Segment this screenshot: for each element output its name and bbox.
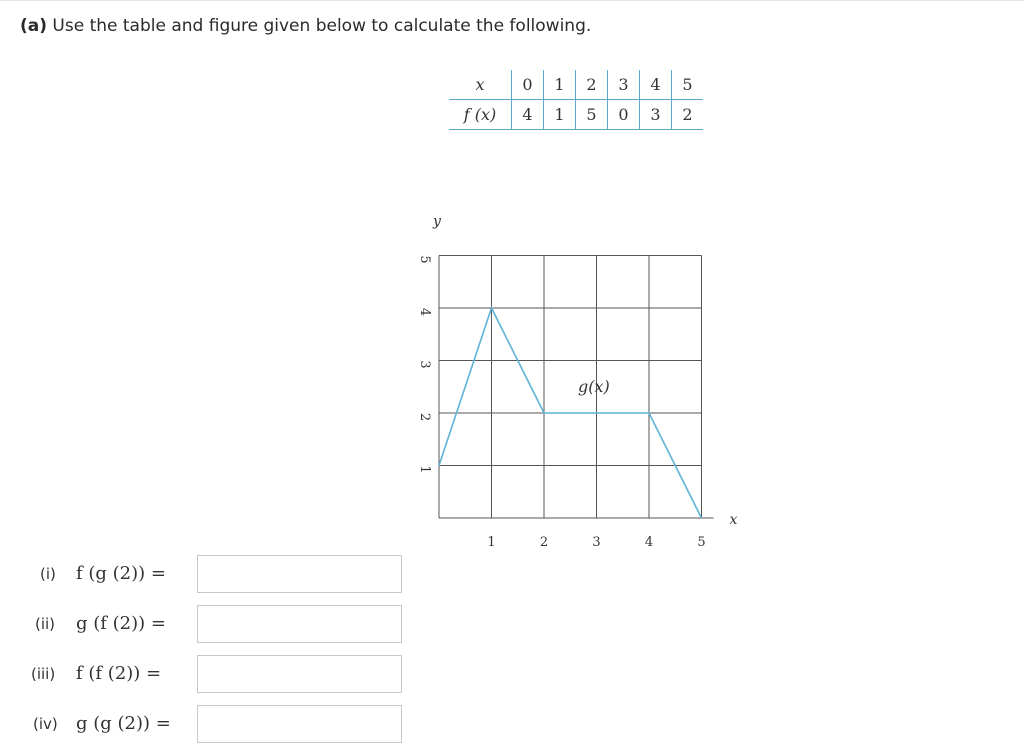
question-row	[0, 555, 420, 595]
question-row	[0, 605, 420, 645]
f-cell: 4	[512, 100, 544, 130]
g-function-graph	[395, 205, 755, 555]
top-divider	[0, 0, 1024, 1]
f-cell: 0	[608, 100, 640, 130]
problem-label: (a)	[20, 16, 48, 36]
x-cell: 4	[640, 70, 672, 100]
function-value-table	[449, 70, 703, 130]
question-label: (iv)	[33, 715, 58, 733]
axis-labels	[417, 214, 738, 551]
row-label-x: x	[449, 70, 512, 100]
question-expression: g (f (2)) =	[76, 613, 166, 634]
table-row-x	[449, 70, 703, 100]
x-cell: 0	[512, 70, 544, 100]
y-tick-label: 4	[417, 307, 432, 317]
y-tick-label: 1	[417, 465, 432, 474]
x-axis-label: x	[729, 512, 738, 528]
problem-instruction	[20, 16, 591, 36]
question-row	[0, 655, 420, 695]
question-expression: f (f (2)) =	[76, 663, 162, 684]
f-cell: 5	[576, 100, 608, 130]
y-tick-label: 5	[417, 255, 432, 264]
x-cell: 5	[672, 70, 704, 100]
grid	[439, 256, 714, 519]
question-row	[0, 705, 420, 745]
y-tick-label: 2	[417, 412, 432, 422]
f-cell: 3	[640, 100, 672, 130]
f-cell: 2	[672, 100, 704, 130]
question-label: (i)	[40, 565, 56, 583]
row-label-f: f (x)	[449, 100, 512, 130]
table-row-f	[449, 100, 703, 130]
answer-input-iv[interactable]	[197, 705, 402, 743]
question-expression: g (g (2)) =	[76, 713, 171, 734]
answer-input-i[interactable]	[197, 555, 402, 593]
answer-input-iii[interactable]	[197, 655, 402, 693]
x-tick-label: 4	[644, 535, 654, 550]
f-cell: 1	[544, 100, 576, 130]
g-curve-label: g(x)	[578, 377, 610, 396]
x-cell: 1	[544, 70, 576, 100]
answer-input-ii[interactable]	[197, 605, 402, 643]
x-tick-label: 2	[539, 535, 549, 550]
y-axis-label: y	[433, 213, 441, 230]
x-cell: 2	[576, 70, 608, 100]
y-tick-label: 3	[417, 360, 432, 369]
instruction-text: Use the table and figure given below to calculate the following.	[52, 16, 592, 36]
question-expression: f (g (2)) =	[76, 563, 166, 584]
x-cell: 3	[608, 70, 640, 100]
question-label: (ii)	[35, 615, 56, 633]
x-tick-label: 5	[697, 535, 706, 550]
x-tick-label: 3	[592, 535, 601, 550]
x-tick-label: 1	[487, 535, 496, 550]
question-label: (iii)	[31, 665, 56, 683]
